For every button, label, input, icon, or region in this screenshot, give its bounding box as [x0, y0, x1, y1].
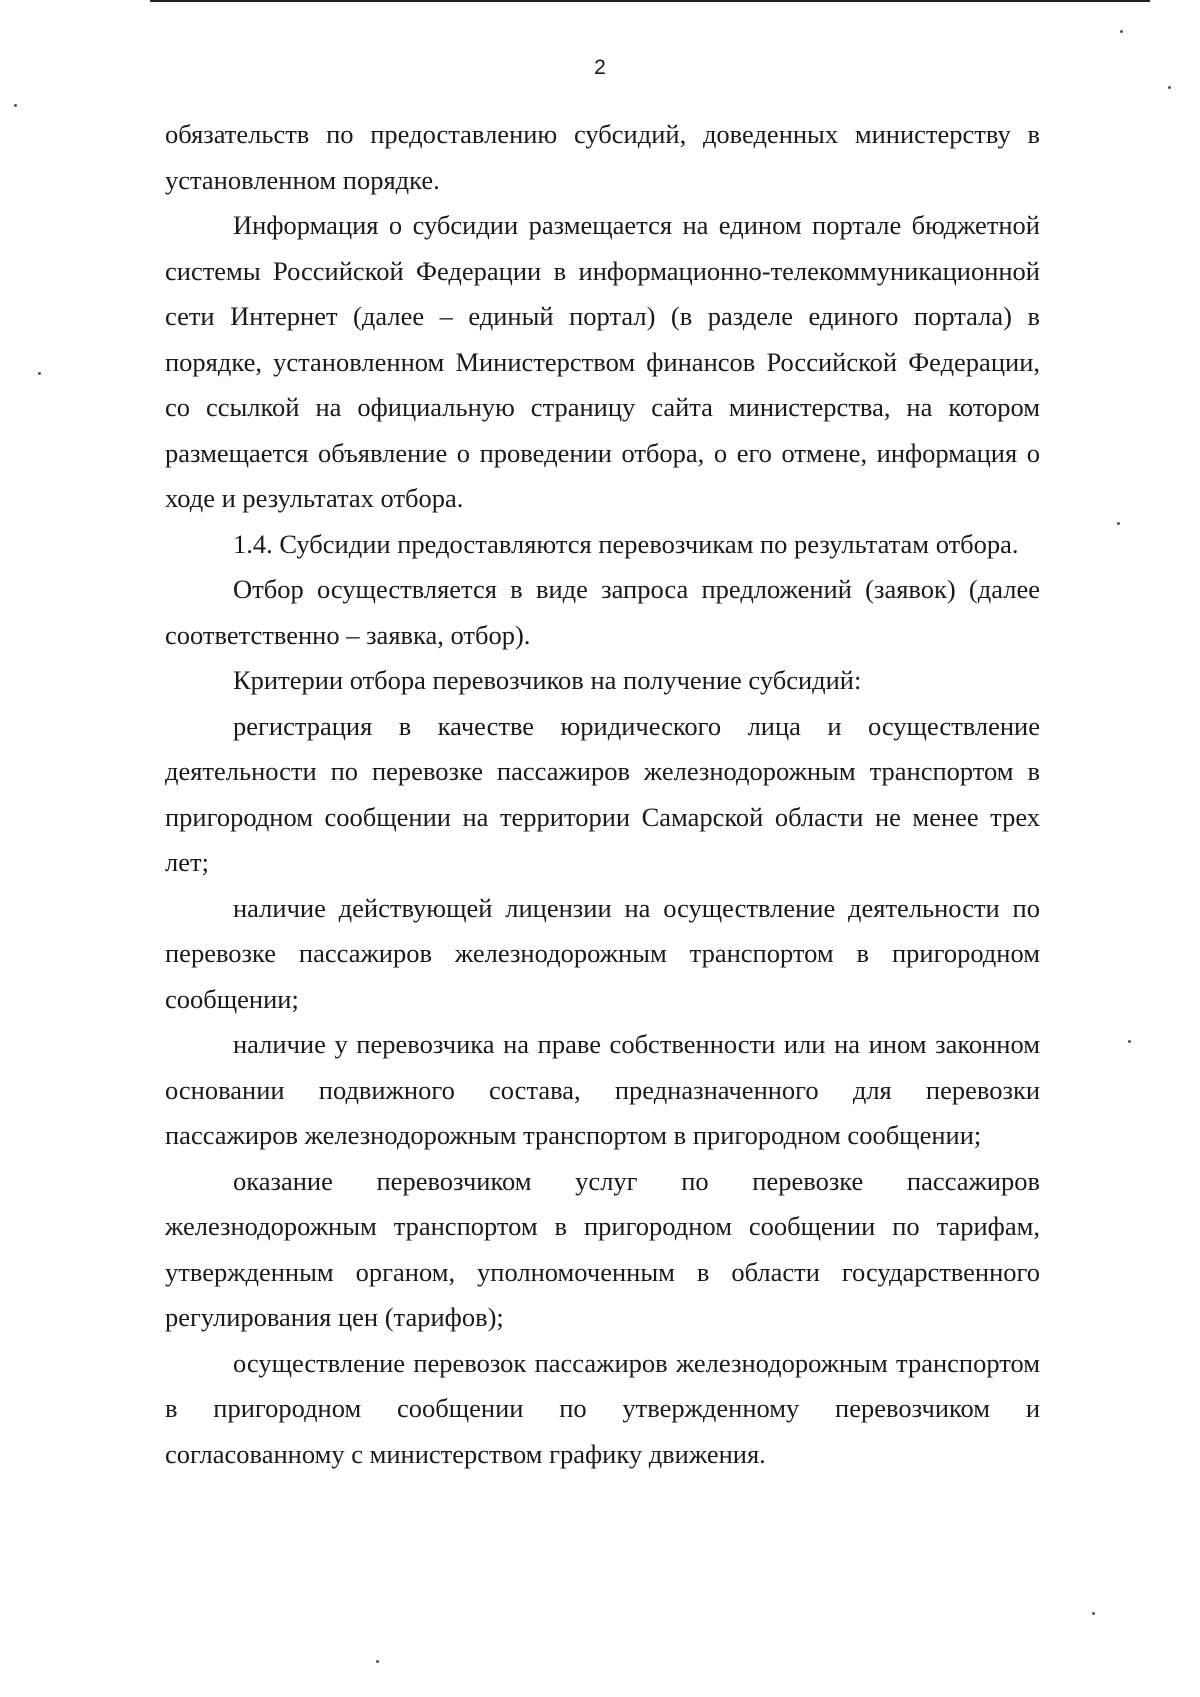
- paragraph-portal-info: Информация о субсидии размещается на едином портале бюджетной системы Российской Федерации в информационно-телекоммуникационной сети Интернет (далее – единый портал) (в разделе единого портала) в порядке, установленном Министерством финансов Российской Федерации, со ссылкой на официальную страницу сайта министерства, на котором размещается объявление о проведении отбора, о его отмене, информация о ходе и результатах отбора.: [165, 210, 1040, 513]
- criterion-rolling-stock: наличие у перевозчика на праве собственности или на ином законном основании подвижного состава, предназначенного для перевозки пассажиров железнодорожным транспортом в пригородном сообщении;: [165, 1029, 1040, 1150]
- scan-speck: [1120, 30, 1123, 33]
- scan-speck: [1117, 522, 1120, 525]
- scan-speck: [1092, 1612, 1095, 1615]
- criterion-license: наличие действующей лицензии на осуществление деятельности по перевозке пассажиров железнодорожным транспортом в пригородном сообщении;: [165, 892, 1040, 1014]
- scan-speck: [1168, 86, 1171, 89]
- scan-speck: [38, 372, 41, 375]
- paragraph-continuation: обязательств по предоставлению субсидий, доведенных министерству в установленном порядке.: [165, 119, 1040, 195]
- paragraph-selection-method: Отбор осуществляется в виде запроса предложений (заявок) (далее соответственно – заявка, отбор).: [165, 574, 1040, 650]
- paragraph-criteria-heading: Критерии отбора перевозчиков на получение субсидий:: [233, 665, 862, 695]
- scan-speck: [1128, 1040, 1131, 1043]
- paragraph-section-1-4: 1.4. Субсидии предоставляются перевозчикам по результатам отбора.: [233, 528, 1019, 559]
- page-number: 2: [594, 56, 606, 79]
- document-body: [165, 112, 1040, 1477]
- criterion-schedule: осуществление перевозок пассажиров железнодорожным транспортом в пригородном сообщении по утвержденному перевозчиком и согласованному с министерством графику движения.: [165, 1347, 1040, 1469]
- criterion-registration: регистрация в качестве юридического лица и осуществление деятельности по перевозке пассажиров железнодорожным транспортом в пригородном сообщении на территории Самарской области не менее трех лет;: [165, 710, 1040, 877]
- scan-speck: [376, 1660, 379, 1663]
- criterion-tariffs: оказание перевозчиком услуг по перевозке пассажиров железнодорожным транспортом в пригородном сообщении по тарифам, утвержденным органом, уполномоченным в области государственного регулирования цен (тарифов);: [165, 1165, 1040, 1332]
- scan-speck: [14, 104, 17, 107]
- top-border-line: [150, 0, 1150, 2]
